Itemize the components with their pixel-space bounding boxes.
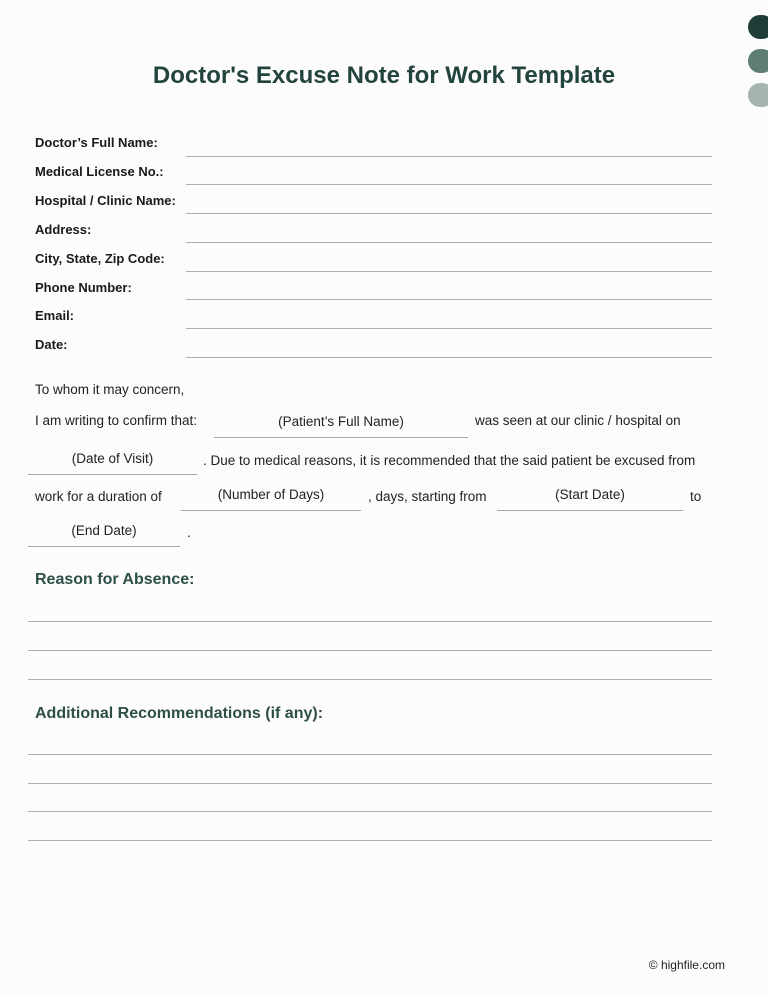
page-title: Doctor's Excuse Note for Work Template	[152, 62, 616, 89]
address-line[interactable]	[186, 242, 712, 243]
date-of-visit-blank[interactable]: (Date of Visit)	[28, 449, 197, 475]
address-label: Address:	[35, 222, 92, 237]
confirm-text: I am writing to confirm that:	[35, 413, 198, 428]
recommendations-line-1[interactable]	[28, 754, 712, 755]
reason-line-2[interactable]	[28, 650, 712, 651]
email-line[interactable]	[186, 328, 712, 329]
medical-reasons-text: . Due to medical reasons, it is recommended that the said patient be excused from	[203, 453, 696, 468]
date-label: Date:	[35, 337, 68, 352]
phone-number-label: Phone Number:	[35, 280, 132, 295]
dark-dot	[748, 15, 768, 39]
reason-heading: Reason for Absence:	[35, 571, 195, 588]
to-text: to	[690, 489, 702, 504]
starting-from-text: , days, starting from	[368, 489, 487, 504]
reason-line-3[interactable]	[28, 679, 712, 680]
patient-name-blank[interactable]: (Patient’s Full Name)	[214, 412, 468, 438]
email-label: Email:	[35, 308, 75, 323]
period-text: .	[187, 525, 191, 540]
end-date-blank[interactable]: (End Date)	[28, 521, 180, 547]
date-line[interactable]	[186, 357, 712, 358]
duration-text: work for a duration of	[35, 489, 162, 504]
decorative-dots	[748, 0, 768, 120]
salutation: To whom it may concern,	[35, 382, 185, 397]
footer-credit: © highfile.com	[648, 958, 725, 972]
city-state-zip-line[interactable]	[186, 271, 712, 272]
phone-number-line[interactable]	[186, 299, 712, 300]
license-number-label: Medical License No.:	[35, 164, 164, 179]
doctor-name-label: Doctor’s Full Name:	[35, 135, 158, 150]
hospital-name-line[interactable]	[186, 213, 712, 214]
recommendations-line-4[interactable]	[28, 840, 712, 841]
start-date-blank[interactable]: (Start Date)	[497, 485, 683, 511]
recommendations-line-3[interactable]	[28, 811, 712, 812]
seen-at-text: was seen at our clinic / hospital on	[475, 413, 681, 428]
doctor-name-line[interactable]	[186, 156, 712, 157]
hospital-name-label: Hospital / Clinic Name:	[35, 193, 176, 208]
license-number-line[interactable]	[186, 184, 712, 185]
reason-line-1[interactable]	[28, 621, 712, 622]
recommendations-line-2[interactable]	[28, 783, 712, 784]
city-state-zip-label: City, State, Zip Code:	[35, 251, 165, 266]
recommendations-heading: Additional Recommendations (if any):	[35, 705, 324, 722]
number-of-days-blank[interactable]: (Number of Days)	[181, 485, 361, 511]
